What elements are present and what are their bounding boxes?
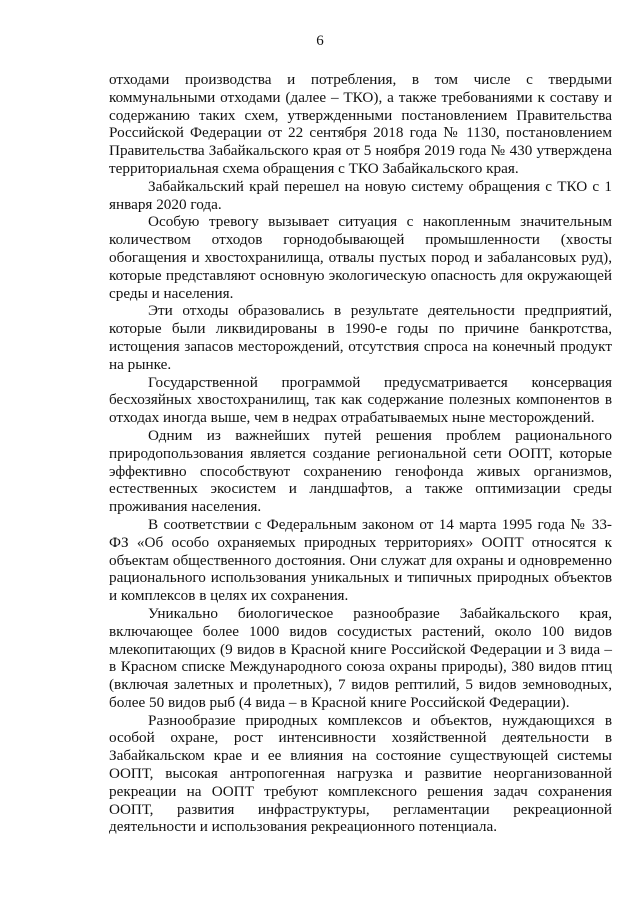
paragraph-continuation: отходами производства и потребления, в том числе с твердыми коммунальными отходами (далее – ТКО), а также требованиями к составу и содержанию таких схем, утвержденными постановлением Правительства Российской Федерации от 22 сентября 2018 года № 1130, постановлением Правительства Забайкальского края от 5 ноября 2019 года № 430 утверждена территориальная схема обращения с ТКО Забайкальского края. xyxy=(109,71,612,177)
paragraph: В соответствии с Федеральным законом от 14 марта 1995 года № 33-ФЗ «Об особо охраняемых природных территориях» ООПТ относятся к объектам общественного достояния. Они служат для охраны и одновременно рационального использования уникальных и типичных природных объектов и комплексов в целях их сохранения. xyxy=(109,515,612,605)
paragraph: Государственной программой предусматривается консервация бесхозяйных хвостохранилищ, так как содержание полезных компонентов в отходах иногда выше, чем в недрах отрабатываемых ныне месторождений. xyxy=(109,373,612,427)
document-body xyxy=(109,71,612,836)
paragraph: Уникально биологическое разнообразие Забайкальского края, включающее более 1000 видов сосудистых растений, около 100 видов млекопитающих (9 видов в Красной книге Российской Федерации и 3 вида – в Красном списке Международного союза охраны природы), 380 видов птиц (включая залетных и пролетных), 7 видов рептилий, 5 видов земноводных, более 50 видов рыб (4 вида – в Красной книге Российской Федерации). xyxy=(109,604,612,711)
paragraph: Особую тревогу вызывает ситуация с накопленным значительным количеством отходов горнодобывающей промышленности (хвосты обогащения и хвостохранилища, отвалы пустых пород и забалансовых руд), которые представляют основную экологическую опасность для окружающей среды и населения. xyxy=(109,213,612,302)
paragraph: Забайкальский край перешел на новую систему обращения с ТКО с 1 января 2020 года. xyxy=(109,177,612,213)
paragraph: Одним из важнейших путей решения проблем рационального природопользования является создание региональной сети ООПТ, которые эффективно способствуют сохранению генофонда живых организмов, естественных экосистем и ландшафтов, а также оптимизации среды проживания населения. xyxy=(109,426,612,516)
paragraph: Эти отходы образовались в результате деятельности предприятий, которые были ликвидированы в 1990-е годы по причине банкротства, истощения запасов месторождений, отсутствия спроса на конечный продукт на рынке. xyxy=(109,302,612,373)
paragraph: Разнообразие природных комплексов и объектов, нуждающихся в особой охране, рост интенсивности хозяйственной деятельности в Забайкальском крае и ее влияния на состояние существующей системы ООПТ, высокая антропогенная нагрузка и развитие неорганизованной рекреации на ООПТ требуют комплексного решения задач сохранения ООПТ, развития инфраструктуры, регламентации рекреационной деятельности и использования рекреационного потенциала. xyxy=(109,711,612,836)
page-number: 6 xyxy=(316,33,324,49)
